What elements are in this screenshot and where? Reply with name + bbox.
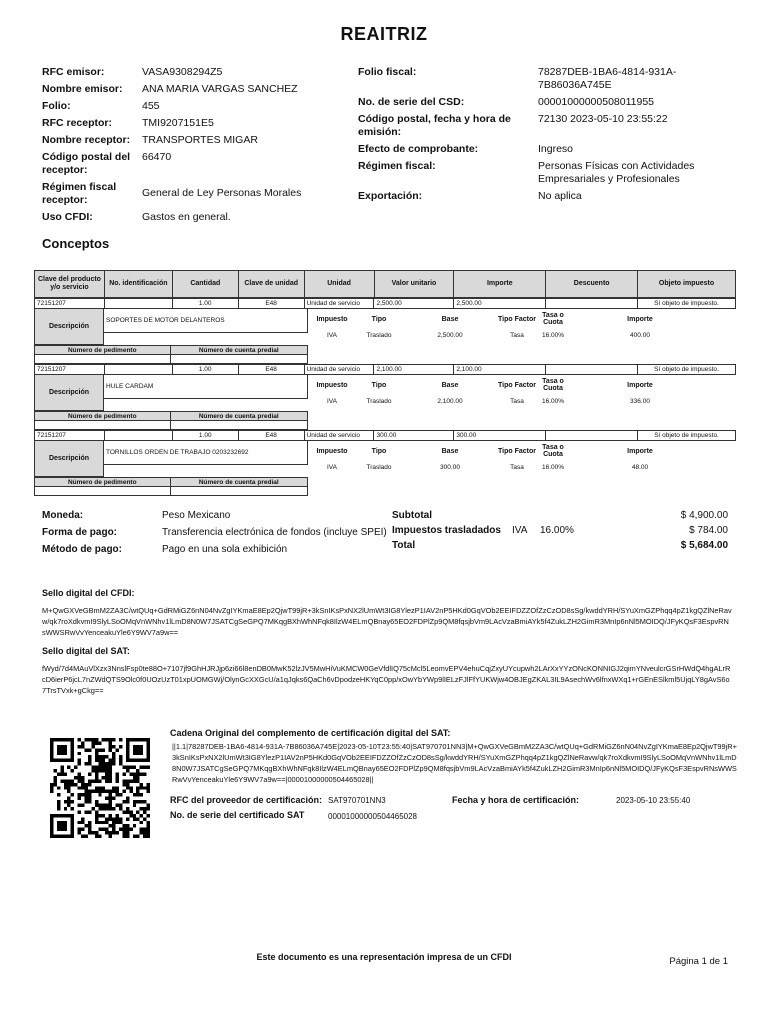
cell-objeto: Sí objeto de impuesto.: [638, 365, 736, 375]
tax-tasa: 16.00%: [541, 397, 565, 405]
sello-sat-label: Sello digital del SAT:: [42, 646, 130, 656]
tax-tasa-header: Tasa o Cuota: [542, 312, 564, 326]
cell-clave: 72151207: [35, 365, 105, 375]
descripcion-label: Descripción: [34, 309, 104, 345]
tax-tipo: Traslado: [366, 397, 392, 405]
predial-header: Número de cuenta predial: [170, 346, 307, 355]
cell-clave-unidad: E48: [238, 365, 304, 375]
cell-clave-unidad: E48: [238, 299, 304, 309]
totals-block: [392, 510, 728, 555]
cadena-value: ||1.1|78287DEB-1BA6-4814-931A-7B86036A745E|2023-05-10T23:55:40|SAT970701NN3|M+QwGXVeGBmM2ZA3C/wtQUq+GdRMiGZ6nN04NvZgIYKmaE8Ep2QjwT99jR+3kSnIKsPxNX2lUmWt3IG8YlezP1IAV2nP5HKd0GqVOb2EEIFDZZOfZzCzOD8sSg/kwddYRH/SYuXmGZPhqq4pZ1kgQZlNeRavw/qk7roXdkvmI9SlyLSoOMqVnWNhv1lLmD8N0W7JSATCgSeGPQ7MKqgBXhWhNFqk8IlzW4ELmQBnay65EO2FDPlZp9QM8fqsjbVm9LAcVzaBmiAYk5f4ZukLZH2GimR3MnIp6nNl5MOIDQ/JFyKQsF3EspvRNsWWSRwVvYenceakuYle6Y9WV7a9w==|00001000000504465028||: [172, 742, 737, 784]
pedimento-header-row: [35, 346, 308, 355]
cell-valor: 2,500.00: [374, 299, 454, 309]
concept-item: [34, 298, 736, 364]
exportacion-value: No aplica: [538, 190, 582, 202]
tax-impuesto: IVA: [327, 397, 337, 405]
forma-pago-value: Transferencia electrónica de fondos (incluye SPEI): [162, 527, 387, 538]
descripcion-value: SOPORTES DE MOTOR DELANTEROS: [104, 309, 308, 333]
concept-item: [34, 430, 736, 496]
nombre-receptor-label: Nombre receptor:: [42, 134, 131, 146]
pedimento-value: [35, 355, 171, 364]
cell-cantidad: 1.00: [172, 299, 238, 309]
cell-cantidad: 1.00: [172, 431, 238, 441]
cell-cantidad: 1.00: [172, 365, 238, 375]
predial-value: [170, 355, 307, 364]
concept-item: [34, 364, 736, 430]
tax-tasa-header: Tasa o Cuota: [542, 444, 564, 458]
cell-objeto: Sí objeto de impuesto.: [638, 299, 736, 309]
moneda-label: Moneda:: [42, 510, 84, 521]
rfc-emisor-label: RFC emisor:: [42, 66, 105, 78]
tax-tipo-header: Tipo: [371, 447, 387, 455]
cp-receptor-value: 66470: [142, 151, 172, 163]
descripcion-label: Descripción: [34, 375, 104, 411]
tax-base: 300.00: [440, 463, 460, 471]
cell-id: [104, 299, 172, 309]
tax-importe: 400.00: [630, 331, 650, 339]
table-header: [34, 270, 736, 298]
tax-tipo: Traslado: [366, 331, 392, 339]
cell-clave-unidad: E48: [238, 431, 304, 441]
descripcion-label: Descripción: [34, 441, 104, 477]
cell-descuento: [546, 431, 638, 441]
tax-importe-header: Importe: [627, 381, 653, 389]
fiscal-block: [358, 66, 748, 207]
cell-unidad: Unidad de servicio: [304, 299, 374, 309]
sello-sat-value: fWyd/7d4MAuVlXzx3NnslFsp0te88O+7107jf9GhHJRJjp6zi66l8enDB0MwK52lzJV5MwHiVuKMCW0GeVfdlIQ75cMcl5LeomvEPV4ehuCqjZxyUYcupwh2LArXxYYzONcKONNIGJ2qimYNveulcrGSrHWdQ4hgALrRcD6ierP6jcL7nZWdQTS9Olc0f0UOzUzT01xpUOMGWj/OlynGcXXGcU/a1qJqks6QaCh6vDpodzeHKYqC0pp/xOwYbYWp9lIELzFJlFfYUKWjw4OBJEgZKAL3IL9AsechWv6lfnxWXq1+rGEnESlkml5UjqLY8gAvS6o7TrsTVxk+gCkg==: [42, 664, 731, 695]
tax-tasa: 16.00%: [541, 331, 565, 339]
rfc-emisor-value: VASA9308294Z5: [142, 66, 223, 78]
col-importe-header: Importe: [454, 271, 546, 298]
tax-factor-header: Tipo Factor: [498, 315, 536, 323]
predial-header: Número de cuenta predial: [170, 412, 307, 421]
fecha-cert-label: Fecha y hora de certificación:: [452, 795, 580, 805]
cell-importe: 2,100.00: [454, 365, 546, 375]
pedimento-header-row: [35, 412, 308, 421]
table-row: [35, 431, 736, 441]
col-valor-header: Valor unitario: [374, 271, 454, 298]
tax-impuesto-header: Impuesto: [316, 447, 348, 455]
tax-detail: [308, 309, 736, 345]
efecto-label: Efecto de comprobante:: [358, 143, 479, 155]
tax-tasa-header: Tasa o Cuota: [542, 378, 564, 392]
descripcion-value: TORNILLOS ORDEN DE TRABAJO 0203232692: [104, 441, 308, 465]
serie-csd-value: 00001000000508011955: [538, 96, 655, 108]
total-label: Total: [392, 540, 416, 551]
cell-clave: 72151207: [35, 299, 105, 309]
col-objeto-header: Objeto impuesto: [638, 271, 736, 298]
table-row: [35, 365, 736, 375]
tax-impuesto-header: Impuesto: [316, 315, 348, 323]
cell-id: [104, 365, 172, 375]
rfc-proveedor-row: [170, 795, 322, 805]
cell-valor: 300.00: [374, 431, 454, 441]
tax-factor: Tasa: [510, 463, 524, 471]
cell-importe: 2,500.00: [454, 299, 546, 309]
serie-sat-row: [170, 810, 304, 820]
efecto-value: Ingreso: [538, 143, 574, 155]
items-list: [34, 298, 736, 496]
tax-tipo: Traslado: [366, 463, 392, 471]
tax-tipo-header: Tipo: [371, 315, 387, 323]
cp-fecha-label: Código postal, fecha y hora de emisión:: [358, 113, 511, 138]
nombre-emisor-label: Nombre emisor:: [42, 83, 123, 95]
sello-sat-block: [42, 646, 732, 696]
rfc-proveedor-label: RFC del proveedor de certificación:: [170, 795, 323, 805]
subtotal-value: $ 4,900.00: [680, 510, 728, 521]
total-value: $ 5,684.00: [680, 540, 728, 551]
cadena-label: Cadena Original del complemento de certificación digital del SAT:: [170, 728, 451, 738]
cell-unidad: Unidad de servicio: [304, 431, 374, 441]
pedimento-value: [35, 487, 171, 496]
impuestos-label: Impuestos trasladados: [392, 525, 501, 536]
impuestos-value: $ 784.00: [689, 525, 728, 536]
uso-cfdi-label: Uso CFDI:: [42, 211, 93, 223]
pedimento-header: Número de pedimento: [35, 412, 171, 421]
col-cantidad-header: Cantidad: [172, 271, 238, 298]
col-descuento-header: Descuento: [546, 271, 638, 298]
col-clave-header: Clave del producto y/o servicio: [35, 271, 105, 298]
tax-factor: Tasa: [510, 397, 524, 405]
page-number: Página 1 de 1: [669, 956, 728, 967]
folio-fiscal-label: Folio fiscal:: [358, 66, 417, 78]
tax-impuesto-header: Impuesto: [316, 381, 348, 389]
emisor-block: [42, 66, 352, 228]
pedimento-value: [35, 421, 171, 430]
tax-tipo-header: Tipo: [371, 381, 387, 389]
tax-base-header: Base: [441, 381, 459, 389]
folio-fiscal-value: 78287DEB-1BA6-4814-931A-7B86036A745E: [538, 66, 677, 91]
rfc-proveedor-value: SAT970701NN3: [328, 796, 386, 805]
tax-factor: Tasa: [510, 331, 524, 339]
pedimento-header: Número de pedimento: [35, 478, 171, 487]
fecha-cert-row: [452, 795, 579, 805]
cadena-original-block: [170, 728, 738, 785]
tax-factor-header: Tipo Factor: [498, 447, 536, 455]
fecha-cert-value: 2023-05-10 23:55:40: [616, 796, 691, 805]
cell-id: [104, 431, 172, 441]
cp-receptor-label: Código postal del receptor:: [42, 151, 131, 176]
document-title: REAITRIZ: [340, 24, 428, 44]
uso-cfdi-value: Gastos en general.: [142, 211, 231, 223]
tax-base-header: Base: [441, 315, 459, 323]
metodo-pago-label: Método de pago:: [42, 544, 122, 555]
tax-impuesto: IVA: [327, 463, 337, 471]
tax-base: 2,500.00: [437, 331, 463, 339]
tax-factor-header: Tipo Factor: [498, 381, 536, 389]
tax-tasa: 16.00%: [541, 463, 565, 471]
table-row: [35, 299, 736, 309]
impuestos-tasa: 16.00%: [540, 525, 574, 536]
predial-value: [170, 487, 307, 496]
conceptos-heading: Conceptos: [42, 236, 110, 251]
moneda-value: Peso Mexicano: [162, 510, 231, 521]
tax-importe: 48.00: [631, 463, 649, 471]
pedimento-header-row: [35, 478, 308, 487]
tax-importe-header: Importe: [627, 447, 653, 455]
regimen-receptor-label: Régimen fiscal receptor:: [42, 181, 117, 206]
tax-impuesto: IVA: [327, 331, 337, 339]
cell-descuento: [546, 365, 638, 375]
metodo-pago-value: Pago en una sola exhibición: [162, 544, 288, 555]
forma-pago-label: Forma de pago:: [42, 527, 118, 538]
descripcion-value: HULE CARDAM: [104, 375, 308, 399]
tax-importe: 336.00: [630, 397, 650, 405]
predial-value: [170, 421, 307, 430]
impuestos-tipo: IVA: [512, 525, 528, 536]
qr-code-icon: [50, 738, 150, 838]
rfc-receptor-value: TMI9207151E5: [142, 117, 214, 129]
nombre-receptor-value: TRANSPORTES MIGAR: [142, 134, 258, 146]
sello-cfdi-value: M+QwGXVeGBmM2ZA3C/wtQUq+GdRMiGZ6nN04NvZgIYKmaE8Ep2QjwT99jR+3kSnIKsPxNX2lUmWt3IG8YlezP1IAV2nP5HKd0GqVOb2EEIFDZZOfZzCzOD8sSg/kwddYRH/SYuXmGZPhqq4pZ1kgQZlNeRavw/qk7roXdkvmI9SlyLSoOMqVnWNhv1lLmD8N0W7JSATCgSeGPQ7MKqgBXhWhNFqk8IlzW4ELmQBnay65EO2FDPlZp9QM8fqsjbVm9LAcVzaBmiAYk5f4ZukLZH2GimR3MnIp6nNl5MOIDQ/JFyKQsF3EspvRNsWWSRwVvYenceakuYle6Y9WV7a9w==: [42, 606, 732, 637]
tax-base-header: Base: [441, 447, 459, 455]
tax-detail: [308, 441, 736, 477]
serie-csd-label: No. de serie del CSD:: [358, 96, 465, 108]
exportacion-label: Exportación:: [358, 190, 423, 202]
regimen-fiscal-label: Régimen fiscal:: [358, 160, 436, 172]
nombre-emisor-value: ANA MARIA VARGAS SANCHEZ: [142, 83, 298, 95]
sello-cfdi-block: [42, 588, 732, 638]
cell-clave: 72151207: [35, 431, 105, 441]
tax-importe-header: Importe: [627, 315, 653, 323]
regimen-receptor-value: General de Ley Personas Morales: [142, 187, 302, 199]
col-id-header: No. identificación: [104, 271, 172, 298]
serie-sat-value: 00001000000504465028: [328, 812, 417, 821]
pedimento-row: [35, 487, 308, 496]
serie-sat-label: No. de serie del certificado SAT: [170, 810, 305, 820]
col-unidad-header: Unidad: [304, 271, 374, 298]
tax-base: 2,100.00: [437, 397, 463, 405]
pedimento-row: [35, 355, 308, 364]
pedimento-header: Número de pedimento: [35, 346, 171, 355]
predial-header: Número de cuenta predial: [170, 478, 307, 487]
cell-objeto: Sí objeto de impuesto.: [638, 431, 736, 441]
col-clave-unidad-header: Clave de unidad: [238, 271, 304, 298]
sello-cfdi-label: Sello digital del CFDI:: [42, 588, 135, 598]
tax-detail: [308, 375, 736, 411]
cell-importe: 300.00: [454, 431, 546, 441]
pedimento-row: [35, 421, 308, 430]
footer-note: Este documento es una representación impresa de un CFDI: [256, 952, 512, 962]
folio-value: 455: [142, 100, 160, 112]
regimen-fiscal-value: Personas Físicas con Actividades Empresariales y Profesionales: [538, 160, 695, 185]
conceptos-table: [34, 270, 736, 496]
folio-label: Folio:: [42, 100, 71, 112]
cell-valor: 2,100.00: [374, 365, 454, 375]
cell-unidad: Unidad de servicio: [304, 365, 374, 375]
cp-fecha-value: 72130 2023-05-10 23:55:22: [538, 113, 668, 125]
cell-descuento: [546, 299, 638, 309]
rfc-receptor-label: RFC receptor:: [42, 117, 113, 129]
subtotal-label: Subtotal: [392, 510, 432, 521]
